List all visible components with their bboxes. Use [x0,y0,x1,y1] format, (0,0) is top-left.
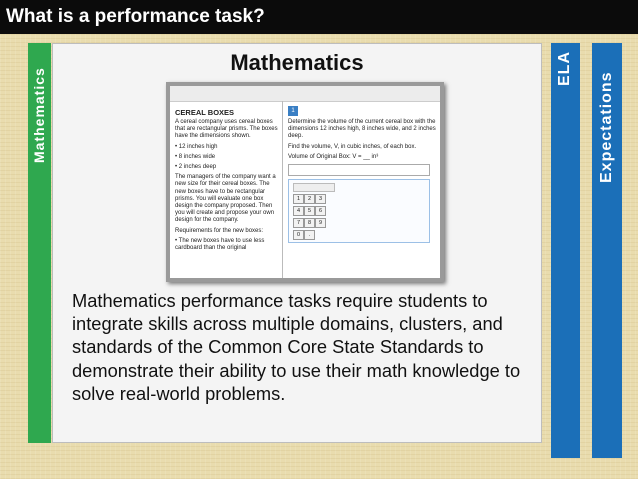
requirement-1-text: The new boxes have to use less cardboard than the original [175,237,265,252]
panel-title: Mathematics [230,50,364,75]
stimulus-dim-1: • 12 inches high [175,143,218,150]
key-5[interactable]: 5 [304,206,315,216]
stimulus-pane [175,108,279,255]
equation-toolbar[interactable] [293,183,335,192]
question-volume: Volume of Original Box: V = __ in³ [288,153,379,160]
stimulus-dim-2: • 8 inches wide [175,153,216,160]
expectations-tab-label: Expectations [598,71,615,183]
key-7[interactable]: 7 [293,218,304,228]
stimulus-intro: A cereal company uses cereal boxes that are rectangular prisms. The boxes have the dimensions shown. [175,119,278,140]
expectations-tab[interactable] [592,43,622,458]
stimulus-paragraph-2: The managers of the company want a new size for their cereal boxes. The new boxes have to be rectangular prisms. You will evaluate one box design the company proposed. Then you will create and propose your own design for the company. [175,174,276,224]
task-toolbar [170,86,440,102]
mathematics-tab[interactable] [28,43,51,443]
question-text: Determine the volume of the current cereal box with the dimensions 12 inches high, 8 inches wide, and 2 inches deep. [288,119,436,140]
dim-2-text: 8 inches wide [178,153,216,160]
answer-input[interactable] [288,164,430,176]
panel-description: Mathematics performance tasks require students to integrate skills across multiple domains, clusters, and standards of the Common Core State Standards to demonstrate their ability to use their math knowledge to solve real-world problems. [72,290,521,404]
task-screenshot-content [170,86,440,278]
mathematics-tab-label: Mathematics [31,67,47,163]
dim-3-text: 2 inches deep [178,164,217,171]
stimulus-heading: CEREAL BOXES [175,108,235,117]
key-3[interactable]: 3 [315,194,326,204]
task-screenshot [166,82,444,282]
question-find: Find the volume, V, in cubic inches, of each box. [288,143,417,150]
ela-tab[interactable] [551,43,580,458]
pane-divider [282,101,283,278]
slide-title: What is a performance task? [6,6,265,27]
question-number-badge: 1 [288,106,298,116]
equation-editor[interactable] [288,179,430,243]
key-9[interactable]: 9 [315,218,326,228]
key-6[interactable]: 6 [315,206,326,216]
key-2[interactable]: 2 [304,194,315,204]
ela-tab-label: ELA [556,51,573,86]
key-1[interactable]: 1 [293,194,304,204]
key-decimal[interactable]: . [304,230,315,240]
key-0[interactable]: 0 [293,230,304,240]
key-4[interactable]: 4 [293,206,304,216]
slide-title-bar [0,0,638,34]
stimulus-requirement-1: • The new boxes have to use less cardboard than the original [175,237,265,252]
keypad [293,194,324,240]
content-panel [52,43,542,443]
dim-1-text: 12 inches high [178,143,218,150]
question-pane [288,106,436,243]
stimulus-requirements-intro: Requirements for the new boxes: [175,227,264,234]
stimulus-dim-3: • 2 inches deep [175,164,217,171]
key-8[interactable]: 8 [304,218,315,228]
